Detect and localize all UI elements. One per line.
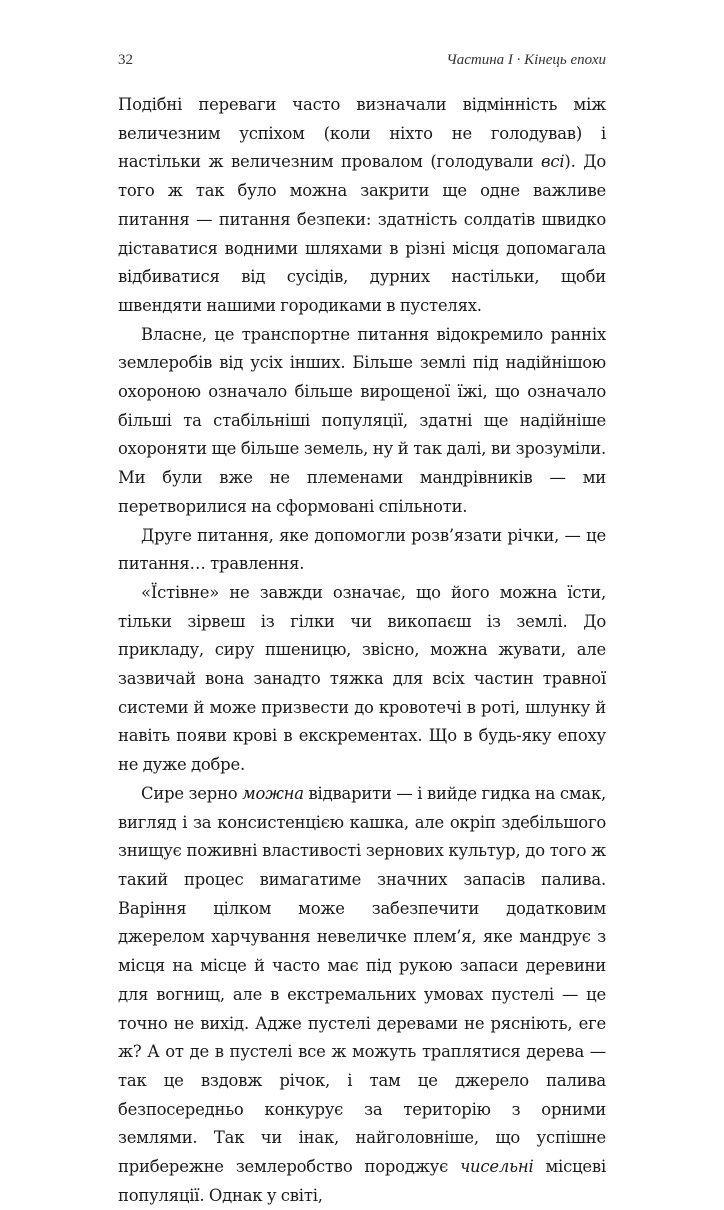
- emphasis-run: чисельні: [460, 1157, 534, 1177]
- text-run: місцеві популяції. Однак у світі,: [118, 1157, 606, 1205]
- paragraph-4: [118, 579, 606, 780]
- text-run: «Їстівне» не завжди означає, що його можна їсти, тільки зірвеш із гілки чи викопаєш із землі. До прикладу, сиру пшеницю, звісно, можна жувати, але зазвичай вона занадто тяжка для всіх частин травної системи й може призвести до кровотечі в роті, шлунку й навіть появи крові в екскрементах. Що в будь-яку епоху не дуже добре.: [118, 582, 606, 775]
- text-run: ). До того ж так було можна закрити ще одне важливе питання — питання безпеки: здатність солдатів швидко діставатися водними шляхами в різні місця допомагала відбиватися від сусідів, дурних настільки, щоби швендяти нашими городиками в пустелях.: [118, 152, 607, 315]
- text-run: відварити — і вийде гидка на смак, вигляд і за консистенцією кашка, але окріп здебільшого знищує поживні властивості зернових культур, до того ж такий процес вимагатиме значних запасів палива. Варіння цілком може забезпечити додатковим джерелом харчування невеличке плем’я, яке мандрує з місця на місце й часто має під рукою запаси деревини для вогнищ, але в екстремальних умовах пустелі — це точно не вихід. Адже пустелі деревами не рясніють, еге ж? А от де в пустелі все ж можуть траплятися дерева — так це вздовж річок, і там це джерело палива безпосередньо конкурує за територію з орними землями. Так чи інак, найголовніше, що успішне прибережне землеробство породжує: [118, 783, 606, 1177]
- paragraph-2: [118, 321, 606, 522]
- text-run: Сире зерно: [141, 783, 243, 803]
- page-number: 32: [118, 52, 133, 68]
- running-title: Частина I · Кінець епохи: [446, 52, 606, 68]
- text-run: Власне, це транспортне питання відокремило ранніх землеробів від усіх інших. Більше землі під надійнішою охороною означало більше вирощеної їжі, що означало більші та стабільніші популяції, здатні ще надійніше охороняти ще більше земель, ну й так далі, ви зрозуміли. Ми були вже не племенами мандрівників — ми перетворилися на сформовані спільноти.: [118, 324, 606, 516]
- running-header: [118, 52, 606, 72]
- emphasis-run: всі: [541, 152, 565, 172]
- paragraph-1: [118, 91, 606, 321]
- text-run: Подібні переваги часто визначали відмінність між величезним успіхом (коли ніхто не голодував) і настільки ж величезним провалом (голодували: [118, 95, 606, 172]
- paragraph-3: [118, 522, 606, 579]
- paragraph-5: [118, 780, 606, 1210]
- body-text: [118, 91, 606, 1210]
- emphasis-run: можна: [242, 783, 304, 803]
- text-run: Друге питання, яке допомогли розв’язати річки, — це питання… травлення.: [118, 525, 606, 574]
